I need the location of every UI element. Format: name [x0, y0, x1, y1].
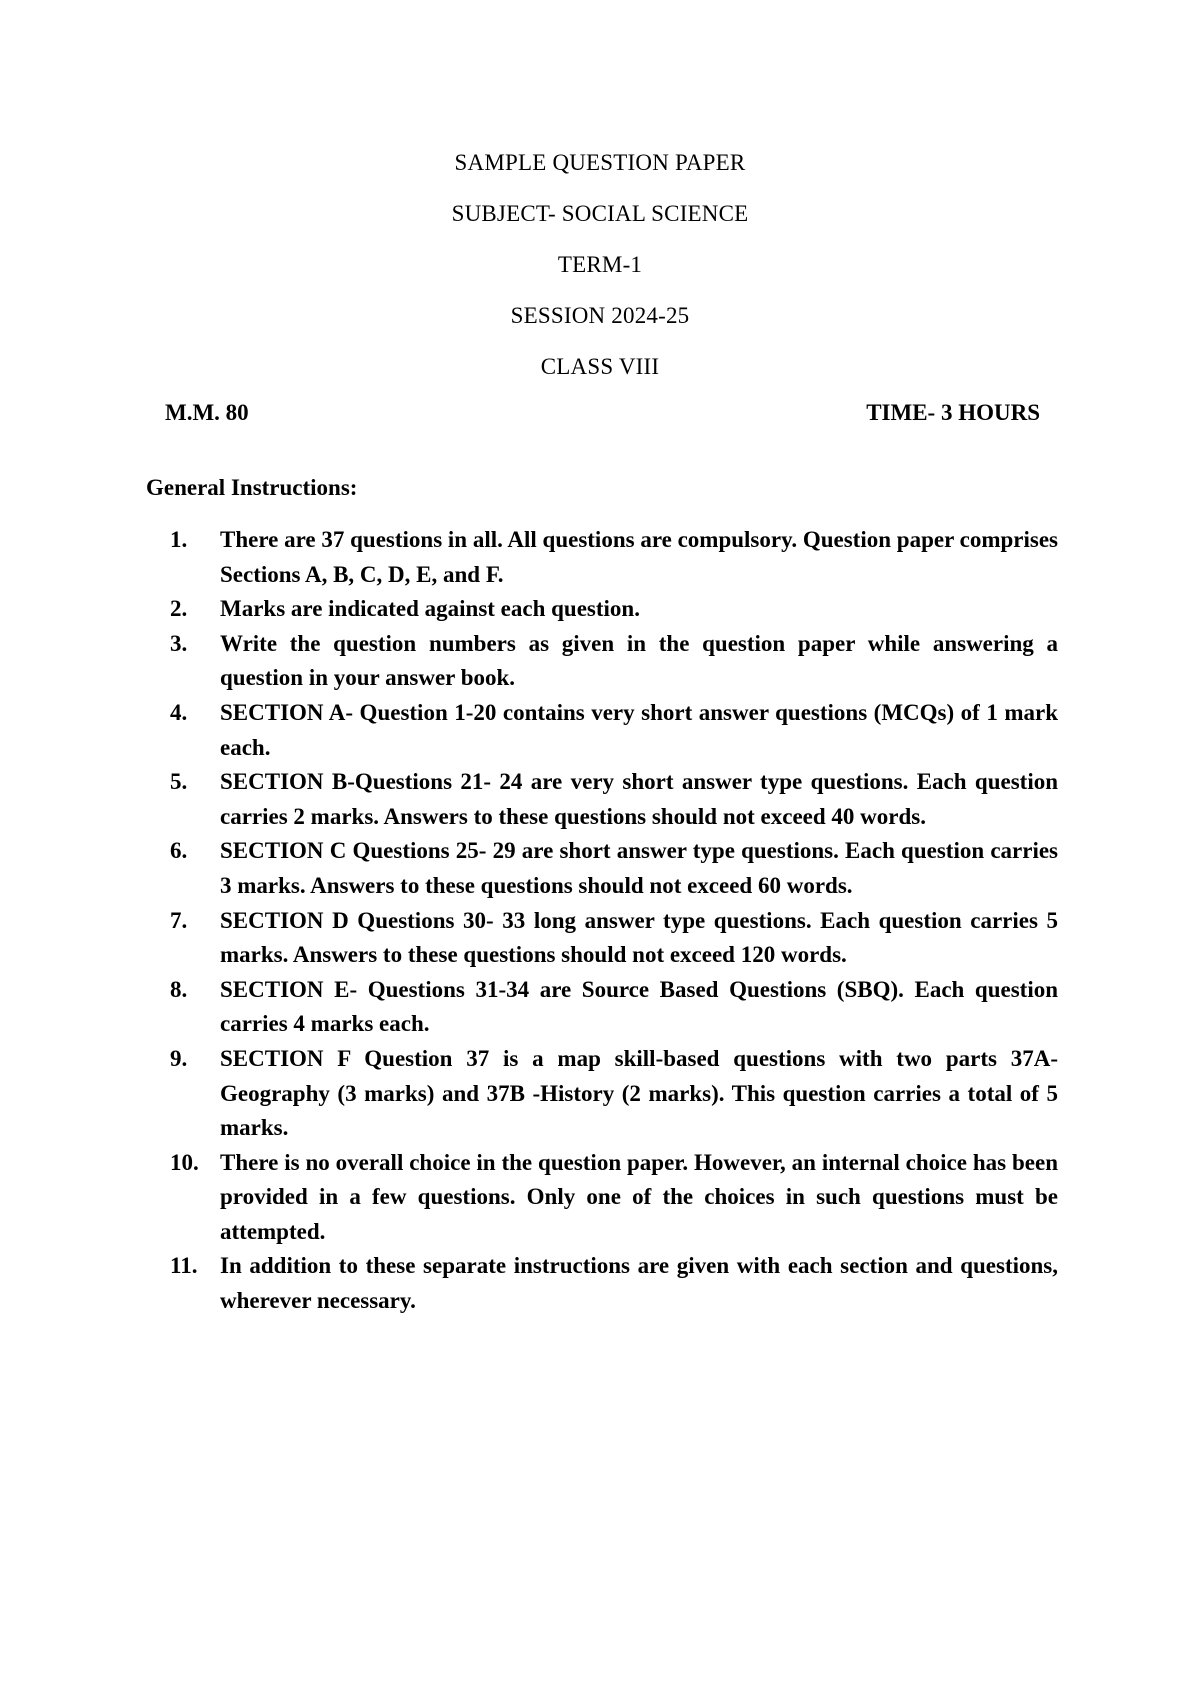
list-item — [170, 627, 1058, 696]
item-number: 2. — [170, 596, 188, 622]
item-text: SECTION F Question 37 is a map skill-based questions with two parts 37A-Geography (3 marks) and 37B -History (2 marks). This question carries a total of 5 marks. — [220, 1045, 1058, 1141]
time-allowed: TIME- 3 HOURS — [866, 400, 1040, 425]
item-text: There is no overall choice in the question paper. However, an internal choice has been provided in a few questions. Only one of the choices in such questions must be attempted. — [220, 1149, 1058, 1244]
list-item — [170, 904, 1058, 973]
marks-time-row — [165, 400, 1040, 426]
item-text: In addition to these separate instructions are given with each section and questions, wherever necessary. — [220, 1253, 1058, 1314]
item-text: SECTION B-Questions 21- 24 are very short answer type questions. Each question carries 2 marks. Answers to these questions should not exceed 40 words. — [220, 769, 1058, 829]
list-item — [170, 973, 1058, 1042]
item-text: SECTION C Questions 25- 29 are short answer type questions. Each question carries 3 marks. Answers to these questions should not exceed 60 words. — [220, 838, 1058, 898]
item-text: SECTION E- Questions 31-34 are Source Based Questions (SBQ). Each question carries 4 marks each. — [220, 976, 1058, 1037]
item-text: SECTION D Questions 30- 33 long answer type questions. Each question carries 5 marks. Answers to these questions should not exceed 120 words. — [220, 907, 1058, 968]
item-number: 4. — [170, 699, 188, 725]
list-item — [170, 1249, 1058, 1318]
list-item — [170, 834, 1058, 903]
list-item — [170, 523, 1058, 592]
item-number: 8. — [170, 976, 188, 1002]
list-item — [170, 1042, 1058, 1146]
item-number: 9. — [170, 1045, 188, 1071]
list-item — [170, 592, 1058, 627]
item-text: SECTION A- Question 1-20 contains very short answer questions (MCQs) of 1 mark each. — [220, 699, 1058, 760]
item-number: 3. — [170, 630, 188, 656]
list-item — [170, 1146, 1058, 1250]
max-marks: M.M. 80 — [165, 400, 249, 425]
item-text: There are 37 questions in all. All questions are compulsory. Question paper comprises Sections A, B, C, D, E, and F. — [220, 527, 1058, 587]
class-line: CLASS VIII — [540, 354, 660, 379]
term-line: TERM-1 — [557, 252, 643, 277]
item-number: 11. — [170, 1253, 198, 1279]
session-line: SESSION 2024-25 — [510, 303, 690, 328]
list-item — [170, 696, 1058, 765]
instructions-list — [170, 523, 1058, 1319]
item-number: 10. — [170, 1149, 199, 1175]
item-number: 5. — [170, 769, 188, 795]
item-number: 1. — [170, 527, 188, 552]
item-text: Write the question numbers as given in the question paper while answering a question in your answer book. — [220, 630, 1058, 691]
paper-title: SAMPLE QUESTION PAPER — [454, 150, 746, 175]
subject-line: SUBJECT- SOCIAL SCIENCE — [451, 201, 749, 226]
item-number: 7. — [170, 907, 188, 933]
list-item — [170, 765, 1058, 834]
general-instructions-heading: General Instructions: — [146, 475, 358, 500]
item-text: Marks are indicated against each question. — [220, 596, 640, 622]
item-number: 6. — [170, 838, 188, 864]
